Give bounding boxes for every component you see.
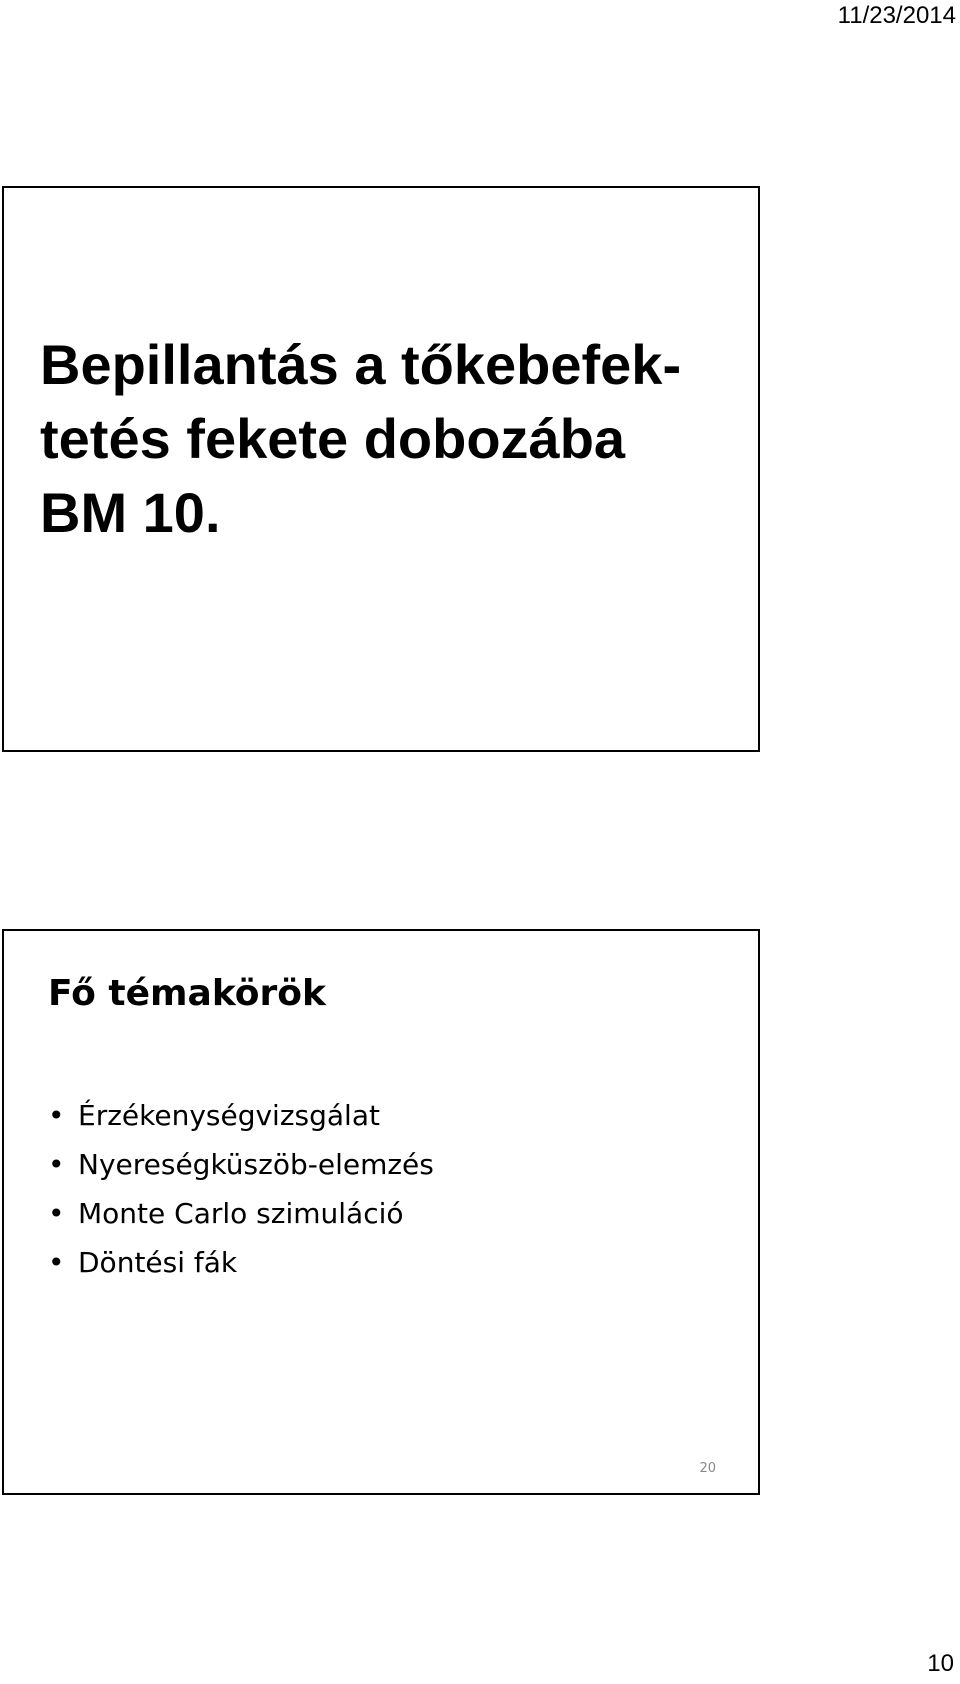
bullet-icon: •: [48, 1099, 65, 1132]
list-item-label: Nyereségküszöb-elemzés: [78, 1148, 434, 1181]
page-number: 10: [927, 1650, 954, 1677]
bullet-icon: •: [48, 1148, 65, 1181]
slide-title-card: [2, 186, 760, 752]
slide-title-line-3: BM 10.: [40, 481, 221, 544]
bullet-icon: •: [48, 1197, 65, 1230]
section-title: Fő témakörök: [48, 973, 326, 1014]
list-item-label: Érzékenységvizsgálat: [78, 1099, 380, 1132]
slide-number: 20: [699, 1461, 716, 1476]
list-item-label: Döntési fák: [78, 1246, 238, 1279]
topic-list: [48, 1091, 434, 1287]
slide-main-topics: [2, 929, 760, 1495]
list-item-label: Monte Carlo szimuláció: [78, 1197, 404, 1230]
slide-title-line-2: tetés fekete dobozába: [40, 407, 626, 470]
page-date: 11/23/2014: [837, 2, 956, 29]
list-item: [48, 1091, 434, 1140]
list-item: [48, 1238, 434, 1287]
list-item: [48, 1140, 434, 1189]
slide-title-line-1: Bepillantás a tőkebefek-: [40, 333, 682, 396]
list-item: [48, 1189, 434, 1238]
slide-title: [40, 328, 681, 550]
bullet-icon: •: [48, 1246, 65, 1279]
